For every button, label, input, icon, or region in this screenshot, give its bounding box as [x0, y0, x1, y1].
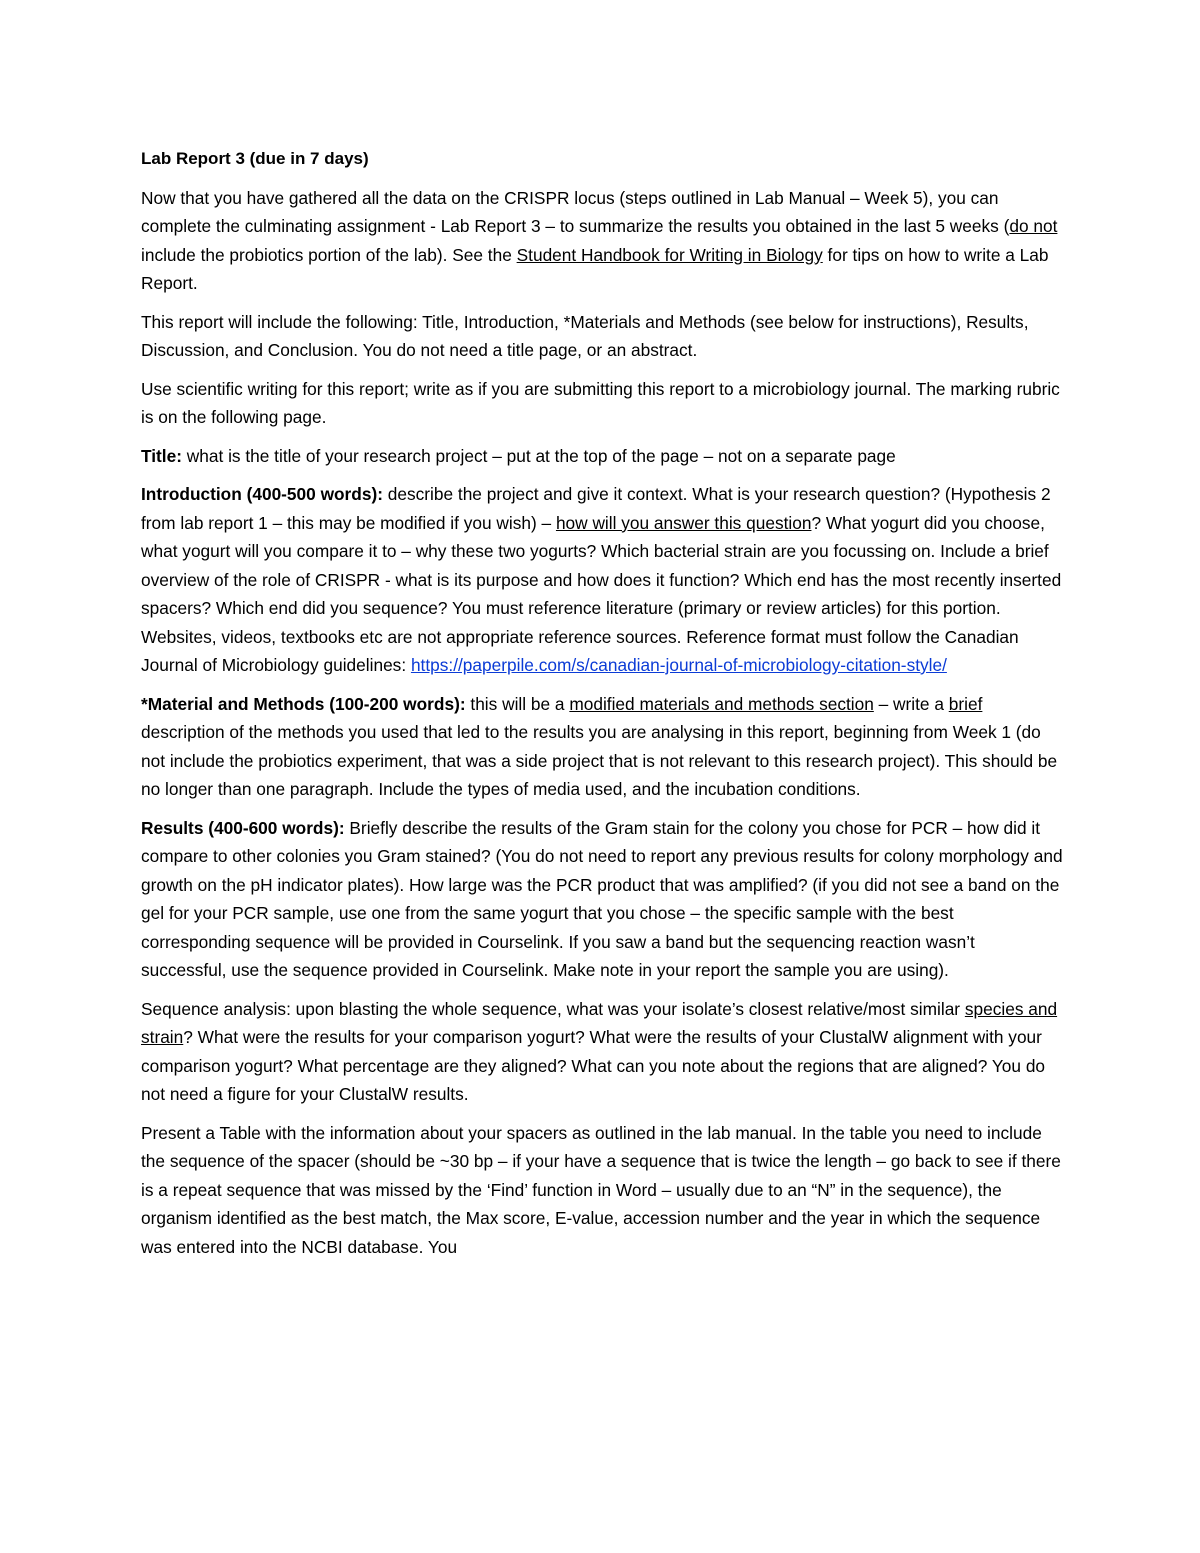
methods-text-1: this will be a — [465, 693, 570, 714]
introduction-text-2: ? What yogurt did you choose, what yogurt will you compare it to – why these two yogurts? Which bacterial strain are you focussing on. Include a brief overview of the role of CRISPR - what is its purpose and how does it function? Which end has the most recently inserted spacers? Which end did you sequence? You must reference literature (primary or review articles) for this portion. Websites, videos, textbooks etc are not appropriate reference sources. Reference format must follow the Canadian Journal of Microbiology guidelines: — [141, 512, 1062, 675]
paragraph-scientific-writing: Use scientific writing for this report; write as if you are submitting this report to a microbiology journal. The marking rubric is on the following page. — [141, 378, 1060, 427]
methods-underlined-1: modified materials and methods section — [569, 693, 874, 714]
title-label: Title: — [141, 445, 182, 466]
do-not-emphasis: do not — [1009, 216, 1058, 236]
title-text: what is the title of your research project – put at the top of the page – not on a separate page — [181, 445, 896, 466]
section-title — [141, 442, 1063, 471]
intro-text-2: include the probiotics portion of the lab). See the — [141, 244, 517, 265]
section-introduction — [141, 480, 1063, 680]
report-title: Lab Report 3 (due in 7 days) — [141, 149, 369, 168]
methods-underlined-2: brief — [948, 693, 983, 714]
sequence-underlined: species and strain — [141, 998, 1058, 1047]
intro-text-3: for tips on how to write a Lab Report. — [141, 244, 1049, 293]
results-label: Results (400-600 words): — [141, 817, 345, 838]
citation-style-link[interactable]: https://paperpile.com/s/canadian-journal-of-microbiology-citation-style/ — [410, 655, 947, 675]
section-results — [141, 814, 1063, 985]
intro-text-1: Now that you have gathered all the data on the CRISPR locus (steps outlined in Lab Manual – Week 5), you can complete the culminating assignment - Lab Report 3 – to summarize the results you obtained in the last 5 weeks ( — [141, 187, 1010, 236]
paragraph-intro — [141, 184, 1063, 298]
section-methods — [141, 690, 1063, 804]
student-handbook-reference: Student Handbook for Writing in Biology — [516, 244, 823, 265]
paragraph-report-contents: This report will include the following: Title, Introduction, *Materials and Methods (see below for instructions), Results, Discussion, and Conclusion. You do not need a title page, or an abstract. — [141, 311, 1029, 360]
paragraph-spacer-table: Present a Table with the information about your spacers as outlined in the lab manual. In the table you need to include the sequence of the spacer (should be ~30 bp – if your have a sequence that is twice the length – go back to see if there is a repeat sequence that was missed by the ‘Find’ function in Word – usually due to an “N” in the sequence), the organism identified as the best match, the Max score, E-value, accession number and the year in which the sequence was entered into the NCBI database. You — [141, 1122, 1061, 1257]
results-text: Briefly describe the results of the Gram stain for the colony you chose for PCR – how did it compare to other colonies you Gram stained? (You do not need to report any previous results for colony morphology and growth on the pH indicator plates). How large was the PCR product that was amplified? (if you did not see a band on the gel for your PCR sample, use one from the same yogurt that you chose – the specific sample with the best corresponding sequence will be provided in Courselink. If you saw a band but the sequencing reaction wasn’t successful, use the sequence provided in Courselink. Make note in your report the sample you are using). — [141, 817, 1063, 980]
introduction-label: Introduction (400-500 words): — [141, 484, 383, 504]
methods-text-2: – write a — [873, 693, 949, 714]
methods-label: *Material and Methods (100-200 words): — [141, 693, 466, 714]
methods-text-3: description of the methods you used that led to the results you are analysing in this report, beginning from Week 1 (do not include the probiotics experiment, that was a side project that is not relevant to this research project). This should be no longer than one paragraph. Include the types of media used, and the incubation conditions. — [141, 722, 1058, 799]
paragraph-sequence-analysis — [141, 995, 1063, 1109]
sequence-text-2: ? What were the results for your comparison yogurt? What were the results of your ClustalW alignment with your comparison yogurt? What percentage are they aligned? What can you note about the regions that are aligned? You do not need a figure for your ClustalW results. — [141, 1027, 1046, 1104]
sequence-text-1: Sequence analysis: upon blasting the whole sequence, what was your isolate’s closest relative/most similar — [141, 998, 965, 1019]
introduction-underlined: how will you answer this question — [555, 512, 812, 533]
introduction-text-1: describe the project and give it context. What is your research question? (Hypothesis 2 from lab report 1 – this may be modified if you wish) – — [141, 484, 1051, 533]
